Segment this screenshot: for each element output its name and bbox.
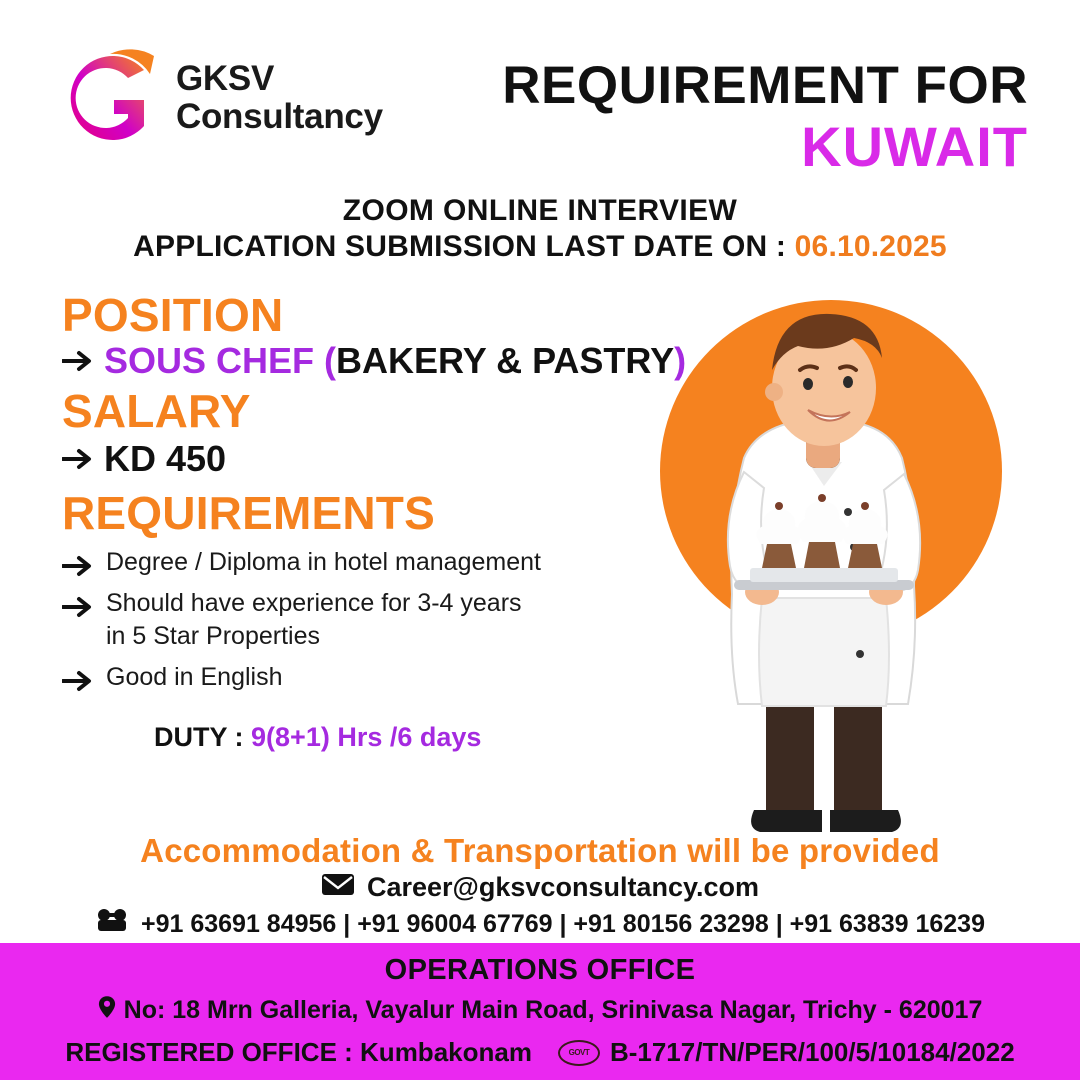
brand-name xyxy=(176,60,383,136)
gksv-g-logo-icon xyxy=(58,48,162,148)
brand-name-line2: Consultancy xyxy=(176,97,383,136)
position-title: SOUS CHEF xyxy=(104,340,325,381)
duty-value: 9(8+1) Hrs /6 days xyxy=(251,721,482,752)
arrow-right-icon xyxy=(62,448,96,470)
registered-office-label: REGISTERED OFFICE : xyxy=(65,1037,353,1067)
duty-row xyxy=(154,722,702,753)
registered-office xyxy=(65,1037,532,1068)
phone-row[interactable] xyxy=(0,908,1080,941)
benefits-text: Accommodation & Transportation will be provided xyxy=(140,832,940,869)
country-title: KUWAIT xyxy=(801,114,1028,178)
position-close-paren: ) xyxy=(674,340,687,381)
office-address: No: 18 Mrn Galleria, Vayalur Main Road, Srinivasa Nagar, Trichy - 620017 xyxy=(123,996,983,1024)
list-item xyxy=(62,548,702,577)
arrow-right-icon xyxy=(62,596,96,618)
license-number: B-1717/TN/PER/100/5/10184/2022 xyxy=(609,1037,1015,1067)
last-date-label: APPLICATION SUBMISSION LAST DATE ON : xyxy=(133,230,787,263)
page-title: REQUIREMENT FOR xyxy=(502,56,1028,115)
position-row xyxy=(62,342,702,380)
position-label: POSITION xyxy=(62,289,284,341)
email-row[interactable] xyxy=(0,872,1080,903)
position-open-paren: ( xyxy=(324,340,337,381)
requirements-label: REQUIREMENTS xyxy=(62,486,435,539)
interview-mode: ZOOM ONLINE INTERVIEW xyxy=(342,194,738,227)
requirement-text: Should have experience for 3-4 years xyxy=(106,588,522,617)
list-item xyxy=(62,663,702,692)
operations-office-title: OPERATIONS OFFICE xyxy=(384,954,696,986)
phone-numbers[interactable]: +91 63691 84956 | +91 96004 67769 | +91 80156 23298 | +91 63839 16239 xyxy=(140,910,985,938)
job-details xyxy=(62,289,702,753)
chef-with-cupcake-tray-illustration xyxy=(658,262,988,842)
last-date-value: 06.10.2025 xyxy=(794,230,947,263)
requirement-text: Degree / Diploma in hotel management xyxy=(106,547,541,576)
map-pin-icon xyxy=(98,995,116,1026)
arrow-right-icon xyxy=(62,350,96,372)
requirement-text: Good in English xyxy=(106,662,283,691)
rubber-stamp-icon: GOVT xyxy=(558,1040,600,1066)
duty-label: DUTY : xyxy=(154,721,244,752)
envelope-icon xyxy=(321,872,355,903)
footer xyxy=(0,943,1080,1080)
header-heading xyxy=(502,58,1028,176)
list-item xyxy=(62,589,702,618)
position-value xyxy=(104,342,686,380)
license-row xyxy=(558,1037,1015,1068)
arrow-right-icon xyxy=(62,670,96,692)
salary-value: KD 450 xyxy=(104,437,227,479)
salary-row xyxy=(62,438,702,480)
requirement-subtext: in 5 Star Properties xyxy=(106,621,320,650)
registered-office-city: Kumbakonam xyxy=(360,1037,532,1067)
office-address-row xyxy=(0,995,1080,1026)
brand-name-line1: GKSV xyxy=(176,59,274,99)
footer-bottom-row xyxy=(0,1037,1080,1068)
position-detail: BAKERY & PASTRY xyxy=(336,340,675,381)
email-address[interactable]: Career@gksvconsultancy.com xyxy=(367,872,759,902)
last-date-line xyxy=(0,230,1080,264)
arrow-right-icon xyxy=(62,555,96,577)
telephone-icon xyxy=(95,908,129,941)
brand-logo xyxy=(58,48,383,148)
salary-label: SALARY xyxy=(62,384,251,437)
